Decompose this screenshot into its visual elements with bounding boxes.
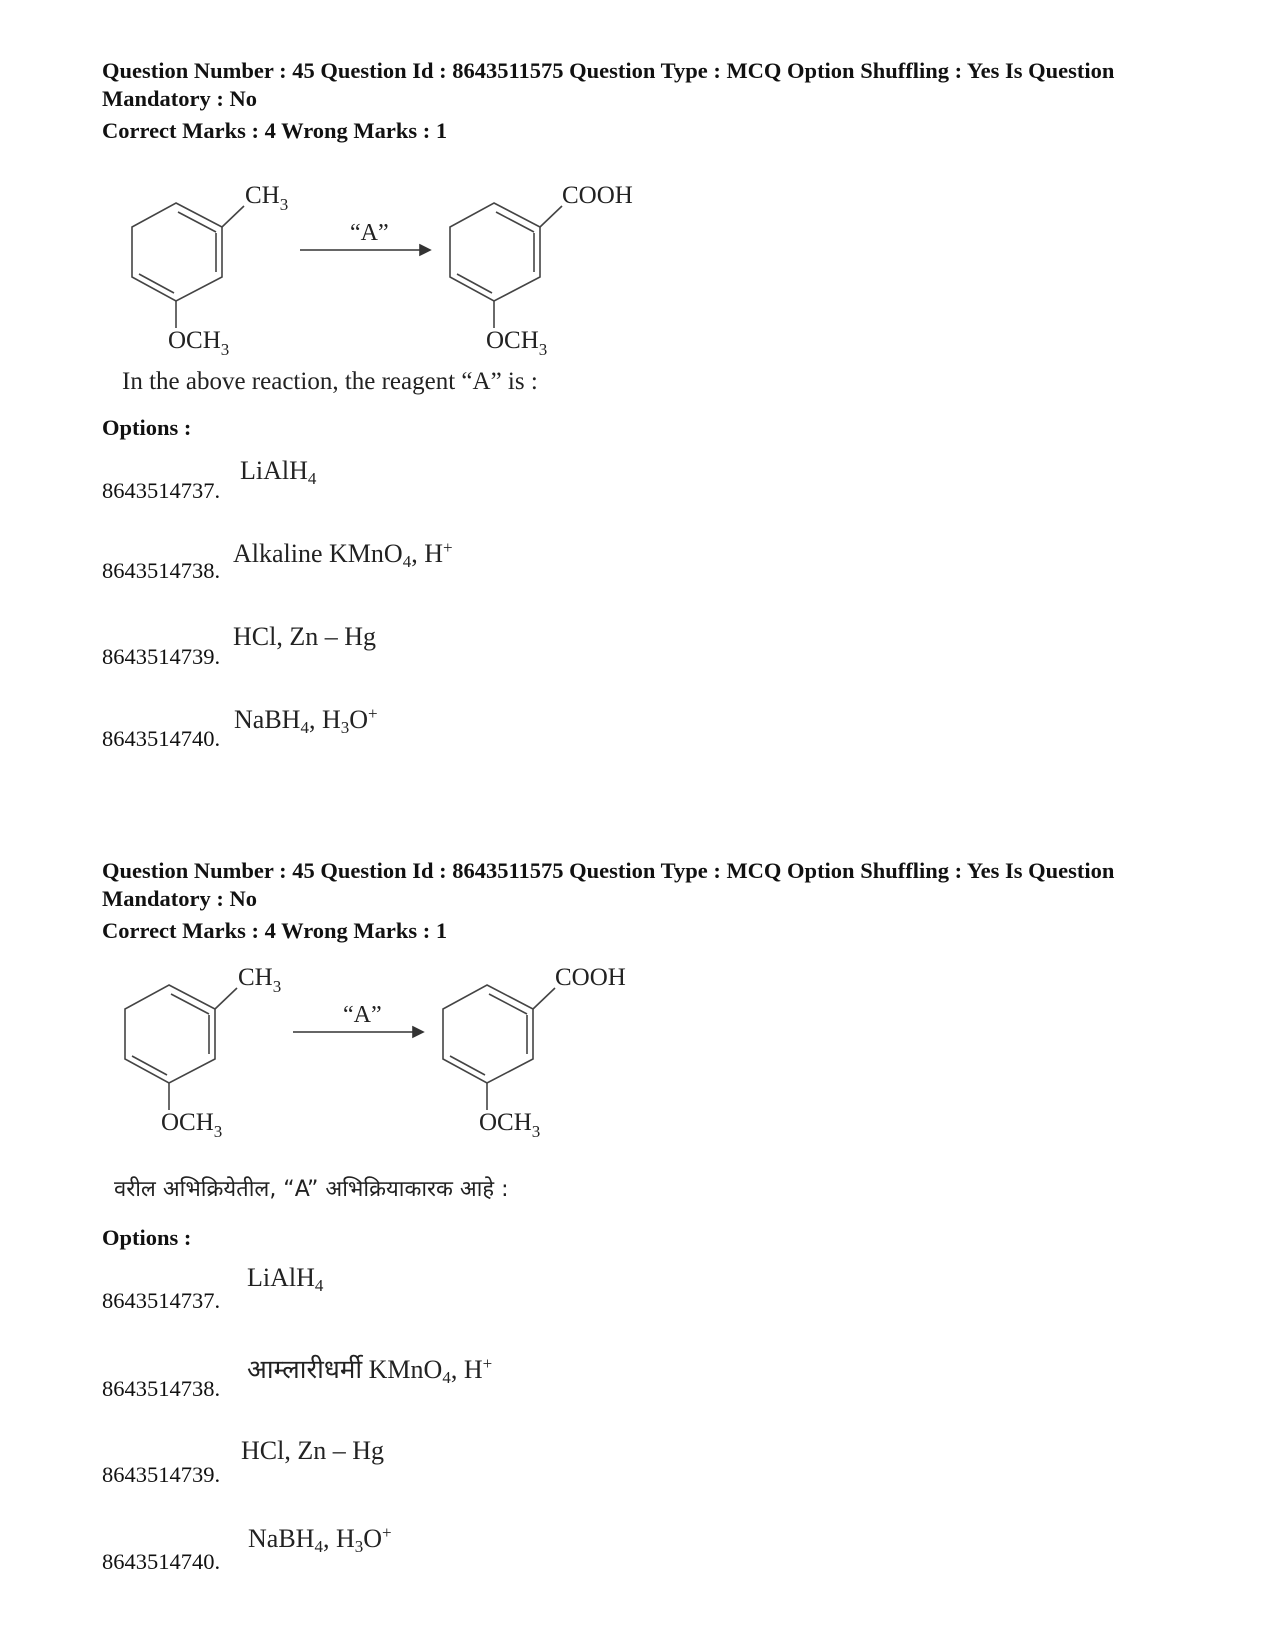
question-marks: Correct Marks : 4 Wrong Marks : 1 (102, 118, 448, 143)
options-title: Options : (102, 415, 192, 440)
option-text: Alkaline KMnO$_4$, H+ (233, 538, 453, 571)
option-id: 8643514737. (102, 478, 221, 503)
product-methoxy-label: $OCH_3$ (479, 1109, 541, 1141)
option-item[interactable] (102, 455, 802, 515)
reactant-benzene-ring (132, 203, 244, 328)
option-item[interactable] (102, 1523, 802, 1583)
option-item[interactable] (102, 1350, 802, 1410)
reactant-methyl-label: $CH_3$ (245, 182, 289, 214)
option-item[interactable] (102, 1262, 802, 1322)
option-text: HCl, Zn – Hg (241, 1436, 384, 1465)
question-header: Question Number : 45 Question Id : 8643511575 Question Type : MCQ Option Shuffling : Yes Is Question Mandatory : No (102, 858, 1115, 911)
reactant-methoxy-label: $OCH_3$ (161, 1109, 223, 1141)
product-carboxyl-label: COOH (562, 182, 633, 209)
option-id: 8643514739. (102, 644, 221, 669)
product-methoxy-label: $OCH_3$ (486, 327, 548, 359)
option-id: 8643514738. (102, 558, 221, 583)
product-benzene-ring (450, 203, 562, 328)
arrow-label-a: “A” (350, 220, 389, 246)
option-item[interactable] (102, 538, 802, 598)
question-prompt: In the above reaction, the reagent “A” is : (122, 368, 538, 395)
option-item[interactable] (102, 704, 802, 764)
option-text: NaBH$_4$, $H_3O^+$ (248, 1523, 392, 1556)
option-id: 8643514740. (102, 726, 221, 751)
reactant-benzene-ring (125, 985, 237, 1110)
reactant-methyl-label: $CH_3$ (238, 964, 282, 996)
product-carboxyl-label: COOH (555, 964, 626, 991)
options-title: Options : (102, 1225, 192, 1250)
option-id: 8643514740. (102, 1549, 221, 1574)
question-header: Question Number : 45 Question Id : 8643511575 Question Type : MCQ Option Shuffling : Yes Is Question Mandatory : No (102, 58, 1115, 111)
option-text: LiAlH$_4$ (247, 1263, 324, 1295)
option-id: 8643514738. (102, 1376, 221, 1401)
question-prompt: वरील अभिक्रियेतील, “A” अभिक्रियाकारक आहे : (114, 1177, 509, 1202)
option-text: LiAlH$_4$ (240, 456, 317, 488)
reactant-methoxy-label: $OCH_3$ (168, 327, 230, 359)
option-item[interactable] (102, 1436, 802, 1496)
option-id: 8643514739. (102, 1462, 221, 1487)
option-text: HCl, Zn – Hg (233, 622, 376, 651)
reaction-diagram (113, 960, 713, 1160)
reaction-arrow (293, 1027, 423, 1037)
product-benzene-ring (443, 985, 555, 1110)
option-item[interactable] (102, 622, 802, 682)
question-marks: Correct Marks : 4 Wrong Marks : 1 (102, 918, 448, 943)
reaction-arrow (300, 245, 430, 255)
option-id: 8643514737. (102, 1288, 221, 1313)
option-text: NaBH$_4$, $H_3O^+$ (234, 704, 378, 737)
arrow-label-a: “A” (343, 1002, 382, 1028)
option-text: आम्लारीधर्मी KMnO$_4$, H+ (247, 1354, 493, 1387)
reaction-diagram (120, 178, 720, 378)
